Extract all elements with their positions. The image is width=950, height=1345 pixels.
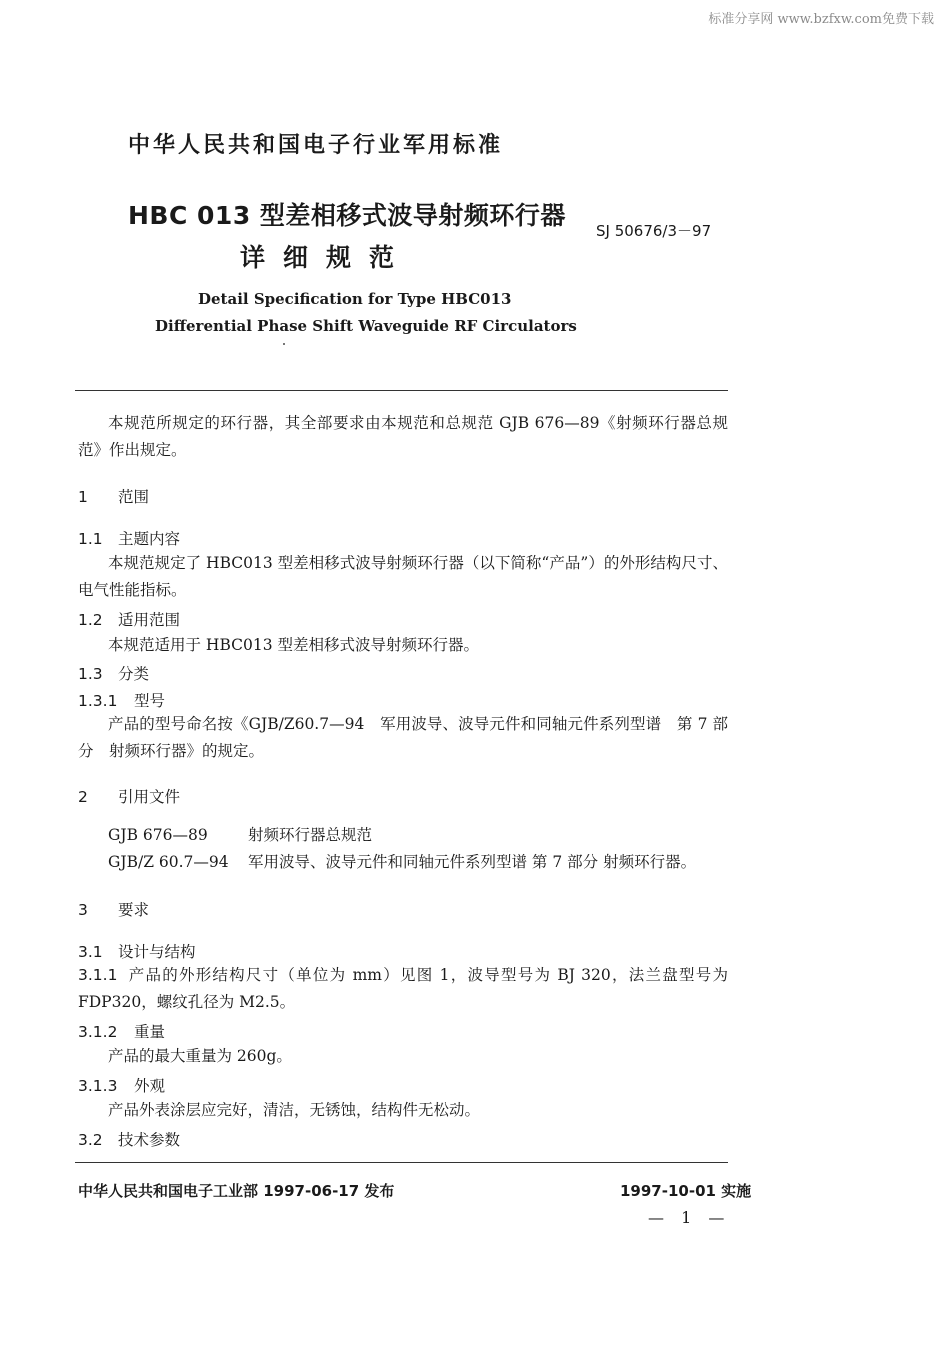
reference-code: GJB/Z 60.7—94 (108, 853, 229, 871)
top-divider (75, 390, 728, 391)
section-3-1-1-paragraph (78, 962, 728, 1016)
standard-category-title: 中华人民共和国电子行业军用标准 (128, 133, 504, 158)
section-1-1-heading (78, 527, 180, 549)
section-title: 设计与结构 (118, 943, 196, 961)
section-1-2-heading (78, 608, 180, 630)
section-1-3-heading (78, 662, 149, 684)
section-title: 型号 (134, 692, 166, 710)
issue-date: 中华人民共和国电子工业部 1997-06-17 发布 (78, 1182, 395, 1200)
page-number: — 1 — (648, 1208, 731, 1227)
section-title: 技术参数 (118, 1131, 181, 1149)
section-3-heading (78, 898, 149, 920)
section-number: 2 (78, 788, 88, 806)
document-title: HBC 013 型差相移式波导射频环行器 (128, 201, 566, 230)
reference-title: 军用波导、波导元件和同轴元件系列型谱 第 7 部分 射频环行器。 (248, 853, 697, 871)
section-title: 适用范围 (118, 611, 181, 629)
section-title: 分类 (118, 665, 150, 683)
section-1-heading (78, 485, 149, 507)
section-number: 3.1.1 (78, 966, 118, 984)
section-1-1-text: 本规范规定了 HBC013 型差相移式波导射频环行器（以下简称“产品”）的外形结构尺寸、电气性能指标。 (78, 554, 728, 599)
reference-title: 射频环行器总规范 (248, 826, 373, 844)
section-title: 主题内容 (118, 530, 181, 548)
section-title: 外观 (134, 1077, 166, 1095)
speck (283, 343, 285, 345)
section-number: 1.1 (78, 530, 103, 548)
intro-paragraph: 本规范所规定的环行器，其全部要求由本规范和总规范 GJB 676—89《射频环行器总规范》作出规定。 (78, 414, 728, 459)
reference-code: GJB 676—89 (108, 826, 208, 844)
bottom-divider (75, 1162, 728, 1163)
section-number: 1.3 (78, 665, 103, 683)
section-title: 重量 (134, 1023, 166, 1041)
section-number: 1 (78, 488, 88, 506)
section-title: 引用文件 (118, 788, 181, 806)
section-3-1-3-heading (78, 1074, 165, 1096)
section-3-1-3-text: 产品外表涂层应完好，清洁，无锈蚀，结构件无松动。 (108, 1101, 481, 1119)
effective-date: 1997-10-01 实施 (620, 1182, 752, 1200)
section-title: 范围 (118, 488, 150, 506)
section-number: 1.2 (78, 611, 103, 629)
section-1-2-text: 本规范适用于 HBC013 型差相移式波导射频环行器。 (108, 636, 479, 654)
english-title-line2: Differential Phase Shift Waveguide RF Circulators (155, 317, 577, 335)
watermark: 标准分享网 www.bzfxw.com免费下载 (708, 12, 934, 27)
section-number: 3.1.2 (78, 1023, 118, 1041)
section-number: 3.1 (78, 943, 103, 961)
section-1-3-1-heading (78, 689, 165, 711)
section-3-1-1-text: 产品的外形结构尺寸（单位为 mm）见图 1，波导型号为 BJ 320，法兰盘型号为 FDP320，螺纹孔径为 M2.5。 (78, 966, 728, 1011)
section-2-heading (78, 785, 180, 807)
section-number: 3 (78, 901, 88, 919)
section-number: 1.3.1 (78, 692, 118, 710)
section-3-1-2-text: 产品的最大重量为 260g。 (108, 1047, 292, 1065)
section-3-1-heading (78, 940, 196, 962)
section-1-3-1-text: 产品的型号命名按《GJB/Z60.7—94 军用波导、波导元件和同轴元件系列型谱 第 7 部分 射频环行器》的规定。 (78, 715, 728, 760)
section-3-2-heading (78, 1128, 180, 1150)
section-number: 3.1.3 (78, 1077, 118, 1095)
english-title-line1: Detail Specification for Type HBC013 (198, 290, 512, 308)
section-3-1-2-heading (78, 1020, 165, 1042)
standard-number: SJ 50676/3－97 (596, 222, 712, 240)
document-subtitle: 详细规范 (240, 243, 413, 272)
section-number: 3.2 (78, 1131, 103, 1149)
section-title: 要求 (118, 901, 150, 919)
